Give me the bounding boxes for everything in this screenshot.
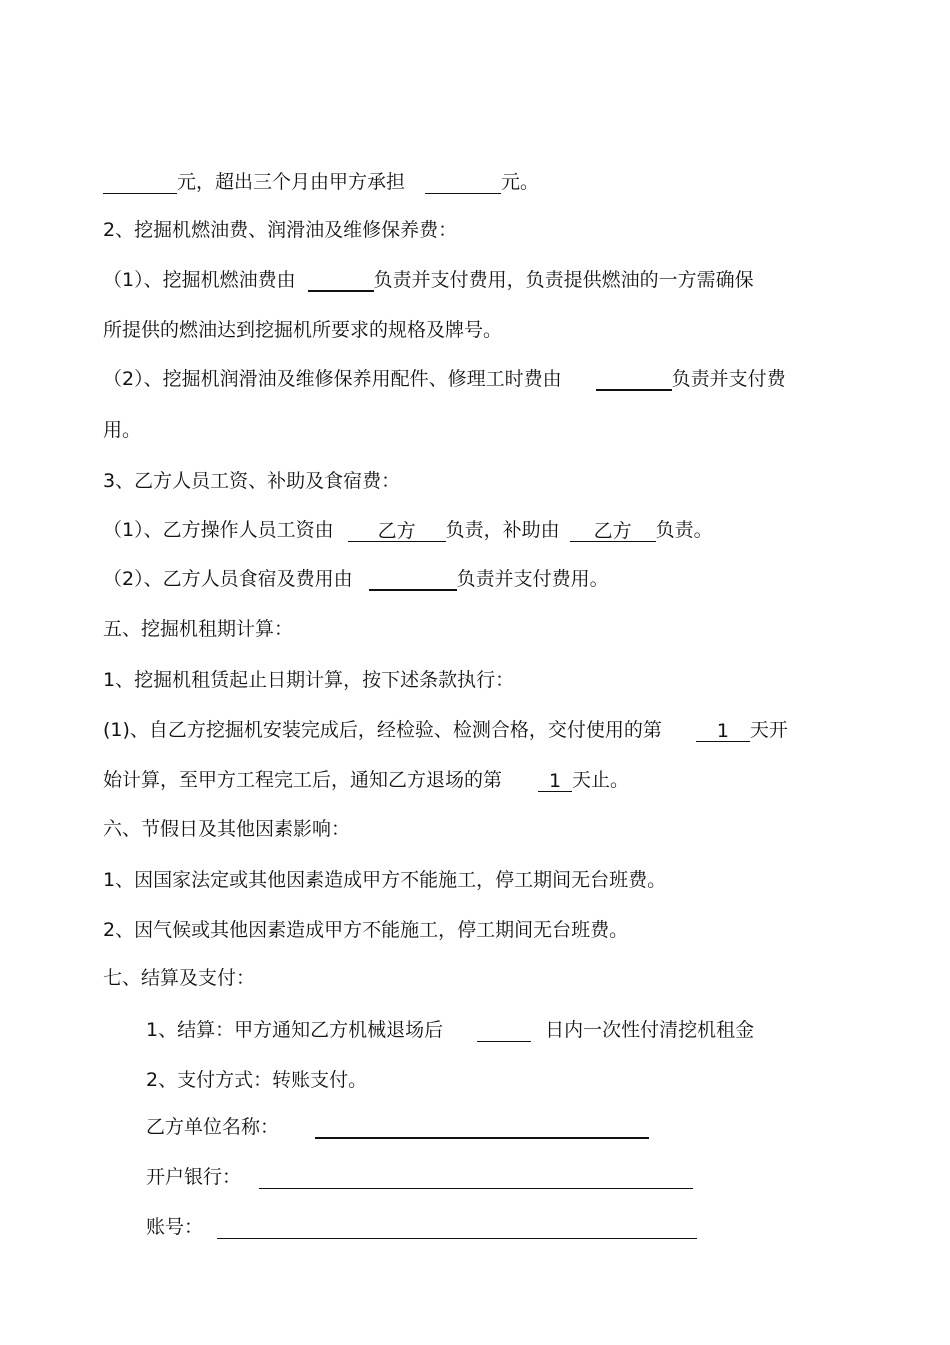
clause-5-1-1-cont: 始计算，至甲方工程完工后，通知乙方退场的第 1 天止。 xyxy=(103,769,630,792)
clause-2-1: （1）、挖掘机燃油费由 负责并支付费用，负责提供燃油的一方需确保 xyxy=(103,269,754,291)
blank-amount-1 xyxy=(103,171,177,194)
blank-board-party xyxy=(369,567,457,591)
clause-7-2: 2、支付方式：转账支付。 xyxy=(146,1069,368,1091)
clause-2-heading: 2、挖掘机燃油费、润滑油及维修保养费： xyxy=(103,219,458,241)
blank-fuel-party xyxy=(308,268,374,292)
filled-start-day: 1 xyxy=(696,719,750,742)
clause-5-1-1: (1)、自乙方挖掘机安装完成后，经检验、检测合格，交付使用的第 1 天开 xyxy=(103,719,788,742)
filled-end-day: 1 xyxy=(538,769,572,792)
blank-maintenance-party xyxy=(596,367,672,391)
bank-row: 开户银行： xyxy=(146,1165,693,1189)
section-7-heading: 七、结算及支付： xyxy=(103,967,256,989)
blank-bank xyxy=(259,1166,693,1189)
account-row: 账号： xyxy=(146,1215,697,1239)
clause-6-2: 2、因气候或其他因素造成甲方不能施工，停工期间无台班费。 xyxy=(103,919,629,941)
clause-line-1: 元，超出三个月由甲方承担 元。 xyxy=(103,170,539,194)
filled-wage-party: 乙方 xyxy=(348,519,446,542)
clause-2-2: （2）、挖掘机润滑油及维修保养用配件、修理工时费由 负责并支付费 xyxy=(103,368,786,390)
blank-settlement-days xyxy=(477,1019,531,1042)
clause-5-1: 1、挖掘机租赁起止日期计算，按下述条款执行： xyxy=(103,669,515,691)
clause-3-heading: 3、乙方人员工资、补助及食宿费： xyxy=(103,470,401,492)
filled-subsidy-party: 乙方 xyxy=(570,519,656,542)
blank-account xyxy=(217,1216,697,1239)
blank-party-b-name xyxy=(315,1115,649,1139)
clause-3-2: （2）、乙方人员食宿及费用由 负责并支付费用。 xyxy=(103,568,609,590)
section-6-heading: 六、节假日及其他因素影响： xyxy=(103,818,351,840)
clause-2-2-cont: 用。 xyxy=(103,419,142,441)
clause-3-1: （1）、乙方操作人员工资由 乙方 负责，补助由 乙方 负责。 xyxy=(103,519,713,542)
clause-2-1-cont: 所提供的燃油达到挖掘机所要求的规格及牌号。 xyxy=(103,319,503,341)
party-b-name-row: 乙方单位名称： xyxy=(146,1115,649,1139)
blank-amount-2 xyxy=(425,171,501,194)
section-5-heading: 五、挖掘机租期计算： xyxy=(103,618,294,640)
clause-6-1: 1、因国家法定或其他因素造成甲方不能施工，停工期间无台班费。 xyxy=(103,869,667,891)
clause-7-1: 1、结算：甲方通知乙方机械退场后 日内一次性付清挖机租金 xyxy=(146,1019,755,1041)
